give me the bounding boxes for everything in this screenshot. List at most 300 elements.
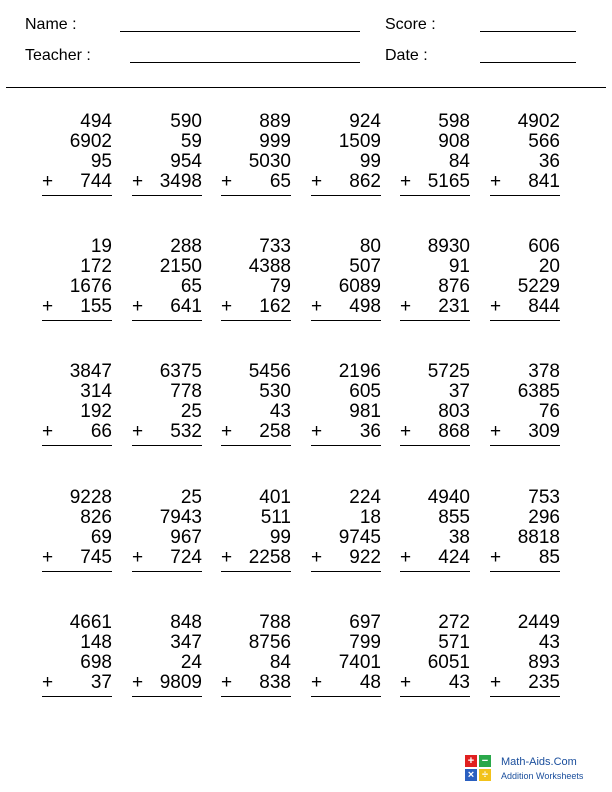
addend: 893 [528,652,560,673]
addend-row [400,653,470,673]
problem-13 [42,362,112,446]
problem-30 [490,613,560,697]
problem-18 [490,362,560,446]
addend: 76 [538,401,560,422]
problem-2 [132,112,202,196]
addend-row [42,112,112,132]
problem-19 [42,488,112,572]
addend: 296 [528,507,560,528]
addend: 84 [269,652,291,673]
addend: 9809 [159,672,202,693]
addend: 8930 [427,236,470,257]
addend: 5725 [427,361,470,382]
addend: 889 [259,111,291,132]
addend: 868 [438,421,470,442]
answer-line[interactable] [311,320,381,321]
addend-row-last [311,548,381,568]
addend: 314 [80,381,112,402]
addend: 855 [438,507,470,528]
addend-row [400,112,470,132]
addend: 826 [80,507,112,528]
answer-line[interactable] [311,571,381,572]
problem-22 [311,488,381,572]
name-label: Name : [25,16,77,33]
addend-row-last [311,422,381,442]
addend-row [132,653,202,673]
answer-line[interactable] [42,320,112,321]
addend: 59 [180,131,202,152]
teacher-field-line[interactable] [130,62,360,63]
addend: 5456 [248,361,291,382]
addend: 967 [170,527,202,548]
addend-row [311,277,381,297]
addend: 2449 [517,612,560,633]
answer-line[interactable] [221,571,291,572]
problem-10 [311,237,381,321]
addend-row-last [42,297,112,317]
addend-row [400,382,470,402]
addend: 724 [170,547,202,568]
addend-row [400,508,470,528]
addend-row-last [132,422,202,442]
addend-row [400,488,470,508]
addend-row [311,402,381,422]
addend-row [42,488,112,508]
addend: 924 [349,111,381,132]
addend: 309 [528,421,560,442]
addend-row [42,237,112,257]
addend: 6375 [159,361,202,382]
addend: 155 [80,296,112,317]
problem-12 [490,237,560,321]
plus-sign: + [221,296,233,317]
answer-line[interactable] [490,320,560,321]
addend-row [42,653,112,673]
answer-line[interactable] [311,445,381,446]
addend-row [132,402,202,422]
plus-sign: + [490,547,502,568]
problem-21 [221,488,291,572]
addend: 288 [170,236,202,257]
addend-row [132,112,202,132]
addend-row [221,237,291,257]
addend-row [400,633,470,653]
divide-icon: ÷ [479,769,491,781]
addend-row [311,488,381,508]
addend: 347 [170,632,202,653]
addend: 43 [538,632,560,653]
addend: 3847 [69,361,112,382]
addend-row [42,613,112,633]
addend-row [490,653,560,673]
addend-row-last [400,422,470,442]
addend-row-last [132,172,202,192]
math-aids-logo [465,755,605,785]
addend-row [400,613,470,633]
addend: 99 [359,151,381,172]
answer-line[interactable] [42,195,112,196]
addend-row-last [311,673,381,693]
addend-row [42,277,112,297]
addend: 7401 [338,652,381,673]
addend: 5030 [248,151,291,172]
addend-row [221,488,291,508]
plus-sign: + [490,421,502,442]
addend-row [221,132,291,152]
addend: 590 [170,111,202,132]
addend-row-last [490,673,560,693]
addend: 598 [438,111,470,132]
addend-row-last [311,172,381,192]
addend-row [311,633,381,653]
addend: 803 [438,401,470,422]
worksheet-type: Addition Worksheets [501,771,584,781]
answer-line[interactable] [490,195,560,196]
plus-sign: + [132,547,144,568]
plus-sign: + [400,672,412,693]
addend-row [42,257,112,277]
plus-sign: + [42,421,54,442]
addend-row [132,633,202,653]
addend-row [311,152,381,172]
addend: 507 [349,256,381,277]
addend: 2258 [248,547,291,568]
addend-row-last [42,548,112,568]
addend: 999 [259,131,291,152]
answer-line[interactable] [221,195,291,196]
problem-28 [311,613,381,697]
addend-row [132,277,202,297]
answer-line[interactable] [221,320,291,321]
plus-icon: + [465,755,477,767]
addend-row [221,528,291,548]
plus-sign: + [221,547,233,568]
addend-row-last [490,172,560,192]
addend-row-last [221,297,291,317]
addend: 605 [349,381,381,402]
addend: 9745 [338,527,381,548]
addend-row [42,633,112,653]
plus-sign: + [221,672,233,693]
plus-sign: + [311,171,323,192]
answer-line[interactable] [311,195,381,196]
addend: 511 [260,507,291,528]
addend: 494 [80,111,112,132]
addend-row-last [42,422,112,442]
plus-sign: + [132,421,144,442]
addend-row [490,528,560,548]
addend-row-last [221,673,291,693]
addend: 69 [90,527,112,548]
addend-row [311,508,381,528]
addend-row [400,152,470,172]
addend: 36 [359,421,381,442]
addend-row [221,633,291,653]
addend: 844 [528,296,560,317]
problem-7 [42,237,112,321]
addend: 788 [259,612,291,633]
answer-line[interactable] [132,571,202,572]
plus-sign: + [311,672,323,693]
addend-row [42,362,112,382]
addend: 38 [448,527,470,548]
addend-row [490,362,560,382]
plus-sign: + [132,296,144,317]
addend-row-last [42,673,112,693]
addend: 838 [259,672,291,693]
addend-row [132,508,202,528]
addend-row [490,508,560,528]
addend-row-last [221,548,291,568]
addend: 571 [438,632,470,653]
addend: 272 [438,612,470,633]
addend-row [400,362,470,382]
addend-row [311,653,381,673]
answer-line[interactable] [311,696,381,697]
addend: 4940 [427,487,470,508]
addend: 80 [359,236,381,257]
addend: 25 [180,401,202,422]
plus-sign: + [42,547,54,568]
addend-row [42,402,112,422]
addend: 258 [259,421,291,442]
addend: 5229 [517,276,560,297]
addend: 18 [359,507,381,528]
addend: 954 [170,151,202,172]
problem-11 [400,237,470,321]
answer-line[interactable] [400,195,470,196]
addend-row [221,653,291,673]
header-divider [6,87,606,88]
addend: 20 [538,256,560,277]
addend: 85 [538,547,560,568]
addend: 231 [438,296,470,317]
score-label: Score : [385,16,436,33]
addend: 8818 [517,527,560,548]
addend-row [490,613,560,633]
times-icon: × [465,769,477,781]
addend-row [221,402,291,422]
addend: 4661 [69,612,112,633]
plus-sign: + [132,171,144,192]
addend-row-last [490,422,560,442]
addend-row [221,613,291,633]
date-field-line[interactable] [480,62,576,63]
addend: 848 [170,612,202,633]
addend: 99 [269,527,291,548]
addend-row [221,112,291,132]
addend-row [400,528,470,548]
addend-row-last [132,548,202,568]
addend: 65 [269,171,291,192]
answer-line[interactable] [490,696,560,697]
answer-line[interactable] [400,320,470,321]
addend: 530 [259,381,291,402]
addend: 48 [359,672,381,693]
name-field-line[interactable] [120,31,360,32]
addend: 65 [180,276,202,297]
problem-25 [42,613,112,697]
problem-1 [42,112,112,196]
addend-row [311,237,381,257]
minus-icon: − [479,755,491,767]
addend-row [490,382,560,402]
addend-row [132,132,202,152]
addend: 6051 [427,652,470,673]
addend-row [490,402,560,422]
addend-row [42,152,112,172]
addend: 922 [349,547,381,568]
answer-line[interactable] [42,696,112,697]
answer-line[interactable] [400,696,470,697]
addend: 6089 [338,276,381,297]
plus-sign: + [311,421,323,442]
addend: 641 [170,296,202,317]
addend: 566 [528,131,560,152]
addend-row-last [490,297,560,317]
answer-line[interactable] [132,445,202,446]
addend: 9228 [69,487,112,508]
addend-row [221,362,291,382]
plus-sign: + [311,547,323,568]
answer-line[interactable] [42,445,112,446]
addend-row [490,633,560,653]
problem-27 [221,613,291,697]
answer-line[interactable] [221,696,291,697]
addend-row [490,152,560,172]
addend-row [221,382,291,402]
addend: 25 [180,487,202,508]
addend-row [490,132,560,152]
addend: 95 [90,151,112,172]
addend-row [400,132,470,152]
addend-row [400,402,470,422]
site-name: Math-Aids.Com [501,756,577,768]
addend: 66 [90,421,112,442]
answer-line[interactable] [400,571,470,572]
addend: 498 [349,296,381,317]
addend-row [490,488,560,508]
problem-24 [490,488,560,572]
addend: 697 [349,612,381,633]
plus-sign: + [42,171,54,192]
addend: 235 [528,672,560,693]
addend-row [132,257,202,277]
addend: 37 [90,672,112,693]
addend-row [132,152,202,172]
addend: 84 [448,151,470,172]
problem-6 [490,112,560,196]
addend-row-last [400,297,470,317]
addend: 172 [80,256,112,277]
answer-line[interactable] [490,571,560,572]
addend-row [311,613,381,633]
problem-8 [132,237,202,321]
answer-line[interactable] [221,445,291,446]
answer-line[interactable] [132,320,202,321]
addend-row [132,362,202,382]
addend: 19 [90,236,112,257]
addend: 532 [170,421,202,442]
addend: 744 [80,171,112,192]
addend: 6902 [69,131,112,152]
problem-16 [311,362,381,446]
plus-sign: + [42,672,54,693]
answer-line[interactable] [490,445,560,446]
addend: 37 [448,381,470,402]
addend-row [400,237,470,257]
addend: 5165 [427,171,470,192]
addend: 2150 [159,256,202,277]
addend-row [42,508,112,528]
score-field-line[interactable] [480,31,576,32]
addend-row [132,382,202,402]
answer-line[interactable] [400,445,470,446]
plus-sign: + [400,547,412,568]
addend-row [132,613,202,633]
plus-sign: + [42,296,54,317]
addend: 192 [80,401,112,422]
plus-sign: + [490,296,502,317]
addend-row-last [221,422,291,442]
addend-row-last [311,297,381,317]
plus-sign: + [400,421,412,442]
addend-row [42,132,112,152]
addend-row [311,362,381,382]
addend-row [132,528,202,548]
plus-sign: + [490,171,502,192]
date-label: Date : [385,47,428,64]
addend: 1676 [69,276,112,297]
addend: 224 [349,487,381,508]
addend-row-last [400,673,470,693]
addend: 43 [448,672,470,693]
answer-line[interactable] [42,571,112,572]
addend-row [490,112,560,132]
problem-17 [400,362,470,446]
problem-9 [221,237,291,321]
addend: 4388 [248,256,291,277]
addend-row [311,257,381,277]
addend-row [311,528,381,548]
problem-23 [400,488,470,572]
addend-row-last [132,673,202,693]
problem-29 [400,613,470,697]
plus-sign: + [221,171,233,192]
addend: 24 [180,652,202,673]
plus-sign: + [221,421,233,442]
addend: 424 [438,547,470,568]
addend-row-last [42,172,112,192]
answer-line[interactable] [132,696,202,697]
answer-line[interactable] [132,195,202,196]
addend: 36 [538,151,560,172]
addend: 862 [349,171,381,192]
addend: 378 [528,361,560,382]
addend: 4902 [517,111,560,132]
addend-row [311,112,381,132]
addend-row [221,152,291,172]
addend-row [311,382,381,402]
addend: 745 [80,547,112,568]
addend-row [221,277,291,297]
problem-3 [221,112,291,196]
addend-row-last [400,172,470,192]
addend: 7943 [159,507,202,528]
addend: 841 [528,171,560,192]
addend: 778 [170,381,202,402]
addend: 3498 [159,171,202,192]
